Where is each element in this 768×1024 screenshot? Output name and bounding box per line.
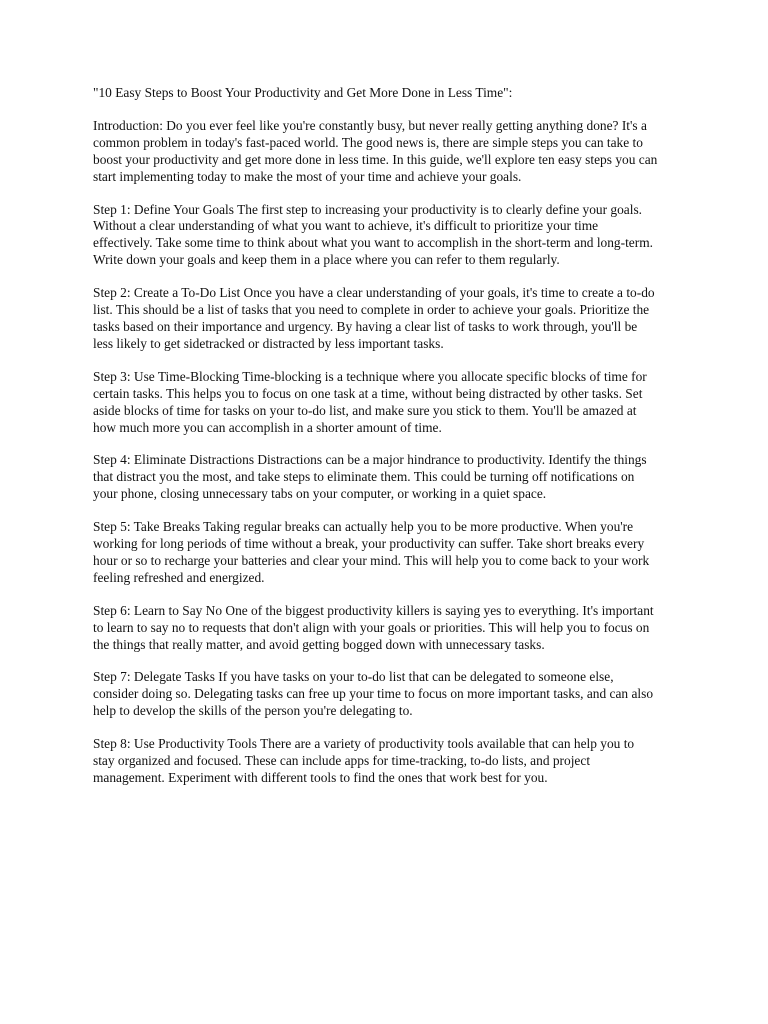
step-3-paragraph: Step 3: Use Time-Blocking Time-blocking is a technique where you allocate specific blocks of time for certain tasks. This helps you to focus on one task at a time, without being distracted by other tasks. Set aside blocks of time for tasks on your to-do list, and make sure you stick to them. You'll be amazed at how much more you can accomplish in a shorter amount of time.: [93, 368, 647, 435]
step-7-paragraph: Step 7: Delegate Tasks If you have tasks on your to-do list that can be delegated to someone else, consider doing so. Delegating tasks can free up your time to focus on more important tasks, and can also help to develop the skills of the person you're delegating to.: [93, 669, 654, 719]
introduction-paragraph: Introduction: Do you ever feel like you're constantly busy, but never really getting anything done? It's a common problem in today's fast-paced world. The good news is, there are simple steps you can take to boost your productivity and get more done in less time. In this guide, we'll explore ten easy steps you can start implementing today to make the most of your time and achieve your goals.: [93, 117, 658, 184]
step-2-paragraph: Step 2: Create a To-Do List Once you have a clear understanding of your goals, it's time to create a to-do list. This should be a list of tasks that you need to complete in order to achieve your goals. Prioritize the tasks based on their importance and urgency. By having a clear list of tasks to work through, you'll be less likely to get sidetracked or distracted by less important tasks.: [93, 285, 655, 351]
step-6-paragraph: Step 6: Learn to Say No One of the biggest productivity killers is saying yes to everything. It's important to learn to say no to requests that don't align with your goals or priorities. This will help you to focus on the things that really matter, and avoid getting bogged down with unnecessary tasks.: [93, 602, 654, 652]
step-5-paragraph: Step 5: Take Breaks Taking regular breaks can actually help you to be more productive. When you're working for long periods of time without a break, your productivity can suffer. Take short breaks every hour or so to recharge your batteries and clear your mind. This will help you to come back to your work feeling refreshed and energized.: [93, 519, 650, 585]
document-title: "10 Easy Steps to Boost Your Productivity and Get More Done in Less Time":: [93, 85, 513, 100]
step-1-paragraph: Step 1: Define Your Goals The first step to increasing your productivity is to clearly define your goals. Without a clear understanding of what you want to achieve, it's difficult to prioritize your time effectively. Take some time to think about what you want to accomplish in the short-term and long-term. Write down your goals and keep them in a place where you can refer to them regularly.: [93, 201, 653, 268]
step-8-paragraph: Step 8: Use Productivity Tools There are a variety of productivity tools available that can help you to stay organized and focused. These can include apps for time-tracking, to-do lists, and project management. Experiment with different tools to find the ones that work best for you.: [93, 736, 635, 785]
step-4-paragraph: Step 4: Eliminate Distractions Distractions can be a major hindrance to productivity. Identify the things that distract you the most, and take steps to eliminate them. This could be turning off notifications on your phone, closing unnecessary tabs on your computer, or working in a quiet space.: [93, 452, 647, 502]
